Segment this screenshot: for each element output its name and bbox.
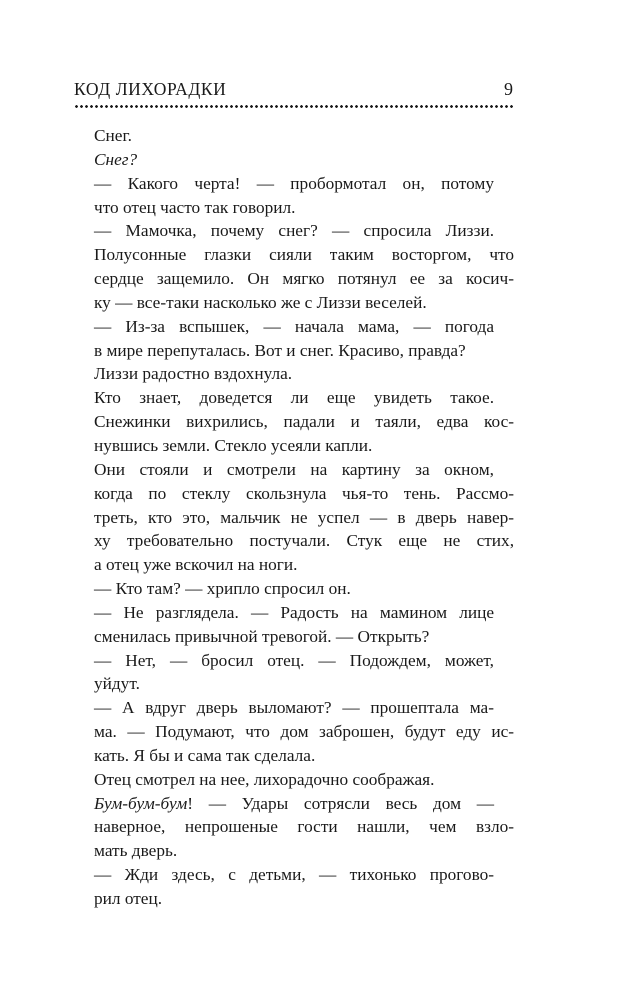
paragraph [74, 219, 514, 314]
paragraph [74, 577, 514, 601]
running-header [74, 78, 513, 104]
paragraph [74, 458, 514, 577]
italic-onomatopoeia: Бум-бум-бум [94, 793, 188, 813]
text-line: — А вдруг дверь выломают? — прошептала ма- [94, 698, 494, 718]
text-line: Отец смотрел на нее, лихорадочно соображая. [94, 769, 435, 789]
text-line: ху требовательно постучали. Стук еще не стих, [94, 531, 515, 551]
text-line: уйдут. [94, 674, 140, 694]
paragraph [74, 386, 514, 458]
text-line: Снежинки вихрились, падали и таяли, едва кос- [94, 412, 515, 432]
paragraph [74, 124, 514, 148]
page-number: 9 [504, 79, 513, 99]
paragraph [74, 768, 514, 792]
text-line: кать. Я бы и сама так сделала. [94, 745, 316, 765]
text-line: в мире перепуталась. Вот и снег. Красиво, правда? [94, 340, 466, 360]
text-line: Снег. [94, 126, 132, 145]
text-line: наверное, непрошеные гости нашли, чем взло- [94, 817, 515, 837]
text-line: — Кто там? — хрипло спросил он. [94, 579, 351, 599]
paragraph [74, 696, 514, 768]
running-title: КОД ЛИХОРАДКИ [74, 79, 227, 99]
text-line: сменилась привычной тревогой. — Открыть? [94, 626, 430, 646]
text-line: Они стояли и смотрели на картину за окном, [94, 459, 494, 479]
text-line: треть, кто это, мальчик не успел — в дверь навер- [94, 507, 515, 527]
body-text [74, 124, 514, 911]
text-line: нувшись земли. Стекло усеяли капли. [94, 435, 373, 455]
text-line: — Из-за вспышек, — начала мама, — погода [94, 316, 495, 336]
text-line: — Жди здесь, с детьми, — тихонько прогово- [94, 865, 495, 885]
text-line: — Мамочка, почему снег? — спросила Лиззи. [94, 221, 495, 241]
text-line: Полусонные глазки сияли таким восторгом, что [94, 245, 514, 265]
dotted-divider [74, 105, 514, 108]
paragraph [74, 362, 514, 386]
text-line: ма. — Подумают, что дом заброшен, будут еду ис- [94, 722, 515, 742]
text-line: а отец уже вскочил на ноги. [94, 555, 298, 575]
paragraph [74, 601, 514, 649]
text-line: — Нет, — бросил отец. — Подождем, может, [94, 650, 494, 670]
text-line: ку — все-таки насколько же с Лиззи веселей. [94, 292, 427, 312]
paragraph [74, 792, 514, 864]
text-line: когда по стеклу скользнула чья-то тень. Рассмо- [94, 483, 514, 503]
text-line: рил отец. [94, 889, 163, 908]
text-line: — Какого черта! — пробормотал он, потому [94, 173, 494, 193]
paragraph [74, 315, 514, 363]
paragraph [74, 172, 514, 220]
text-line: мать дверь. [94, 841, 178, 861]
paragraph [74, 649, 514, 697]
paragraph [74, 148, 514, 172]
paragraph [74, 863, 514, 911]
text-line: Лиззи радостно вздохнула. [94, 364, 293, 384]
text-line: сердце защемило. Он мягко потянул ее за косич- [94, 269, 515, 289]
text-fragment: ! — Удары сотрясли весь дом — [187, 793, 495, 813]
text-line: Кто знает, доведется ли еще увидеть такое. [94, 388, 495, 408]
text-line: что отец часто так говорил. [94, 197, 296, 217]
text-line [74, 792, 514, 816]
text-line: — Не разглядела. — Радость на мамином лице [94, 602, 495, 622]
text-line: Снег? [94, 149, 138, 169]
